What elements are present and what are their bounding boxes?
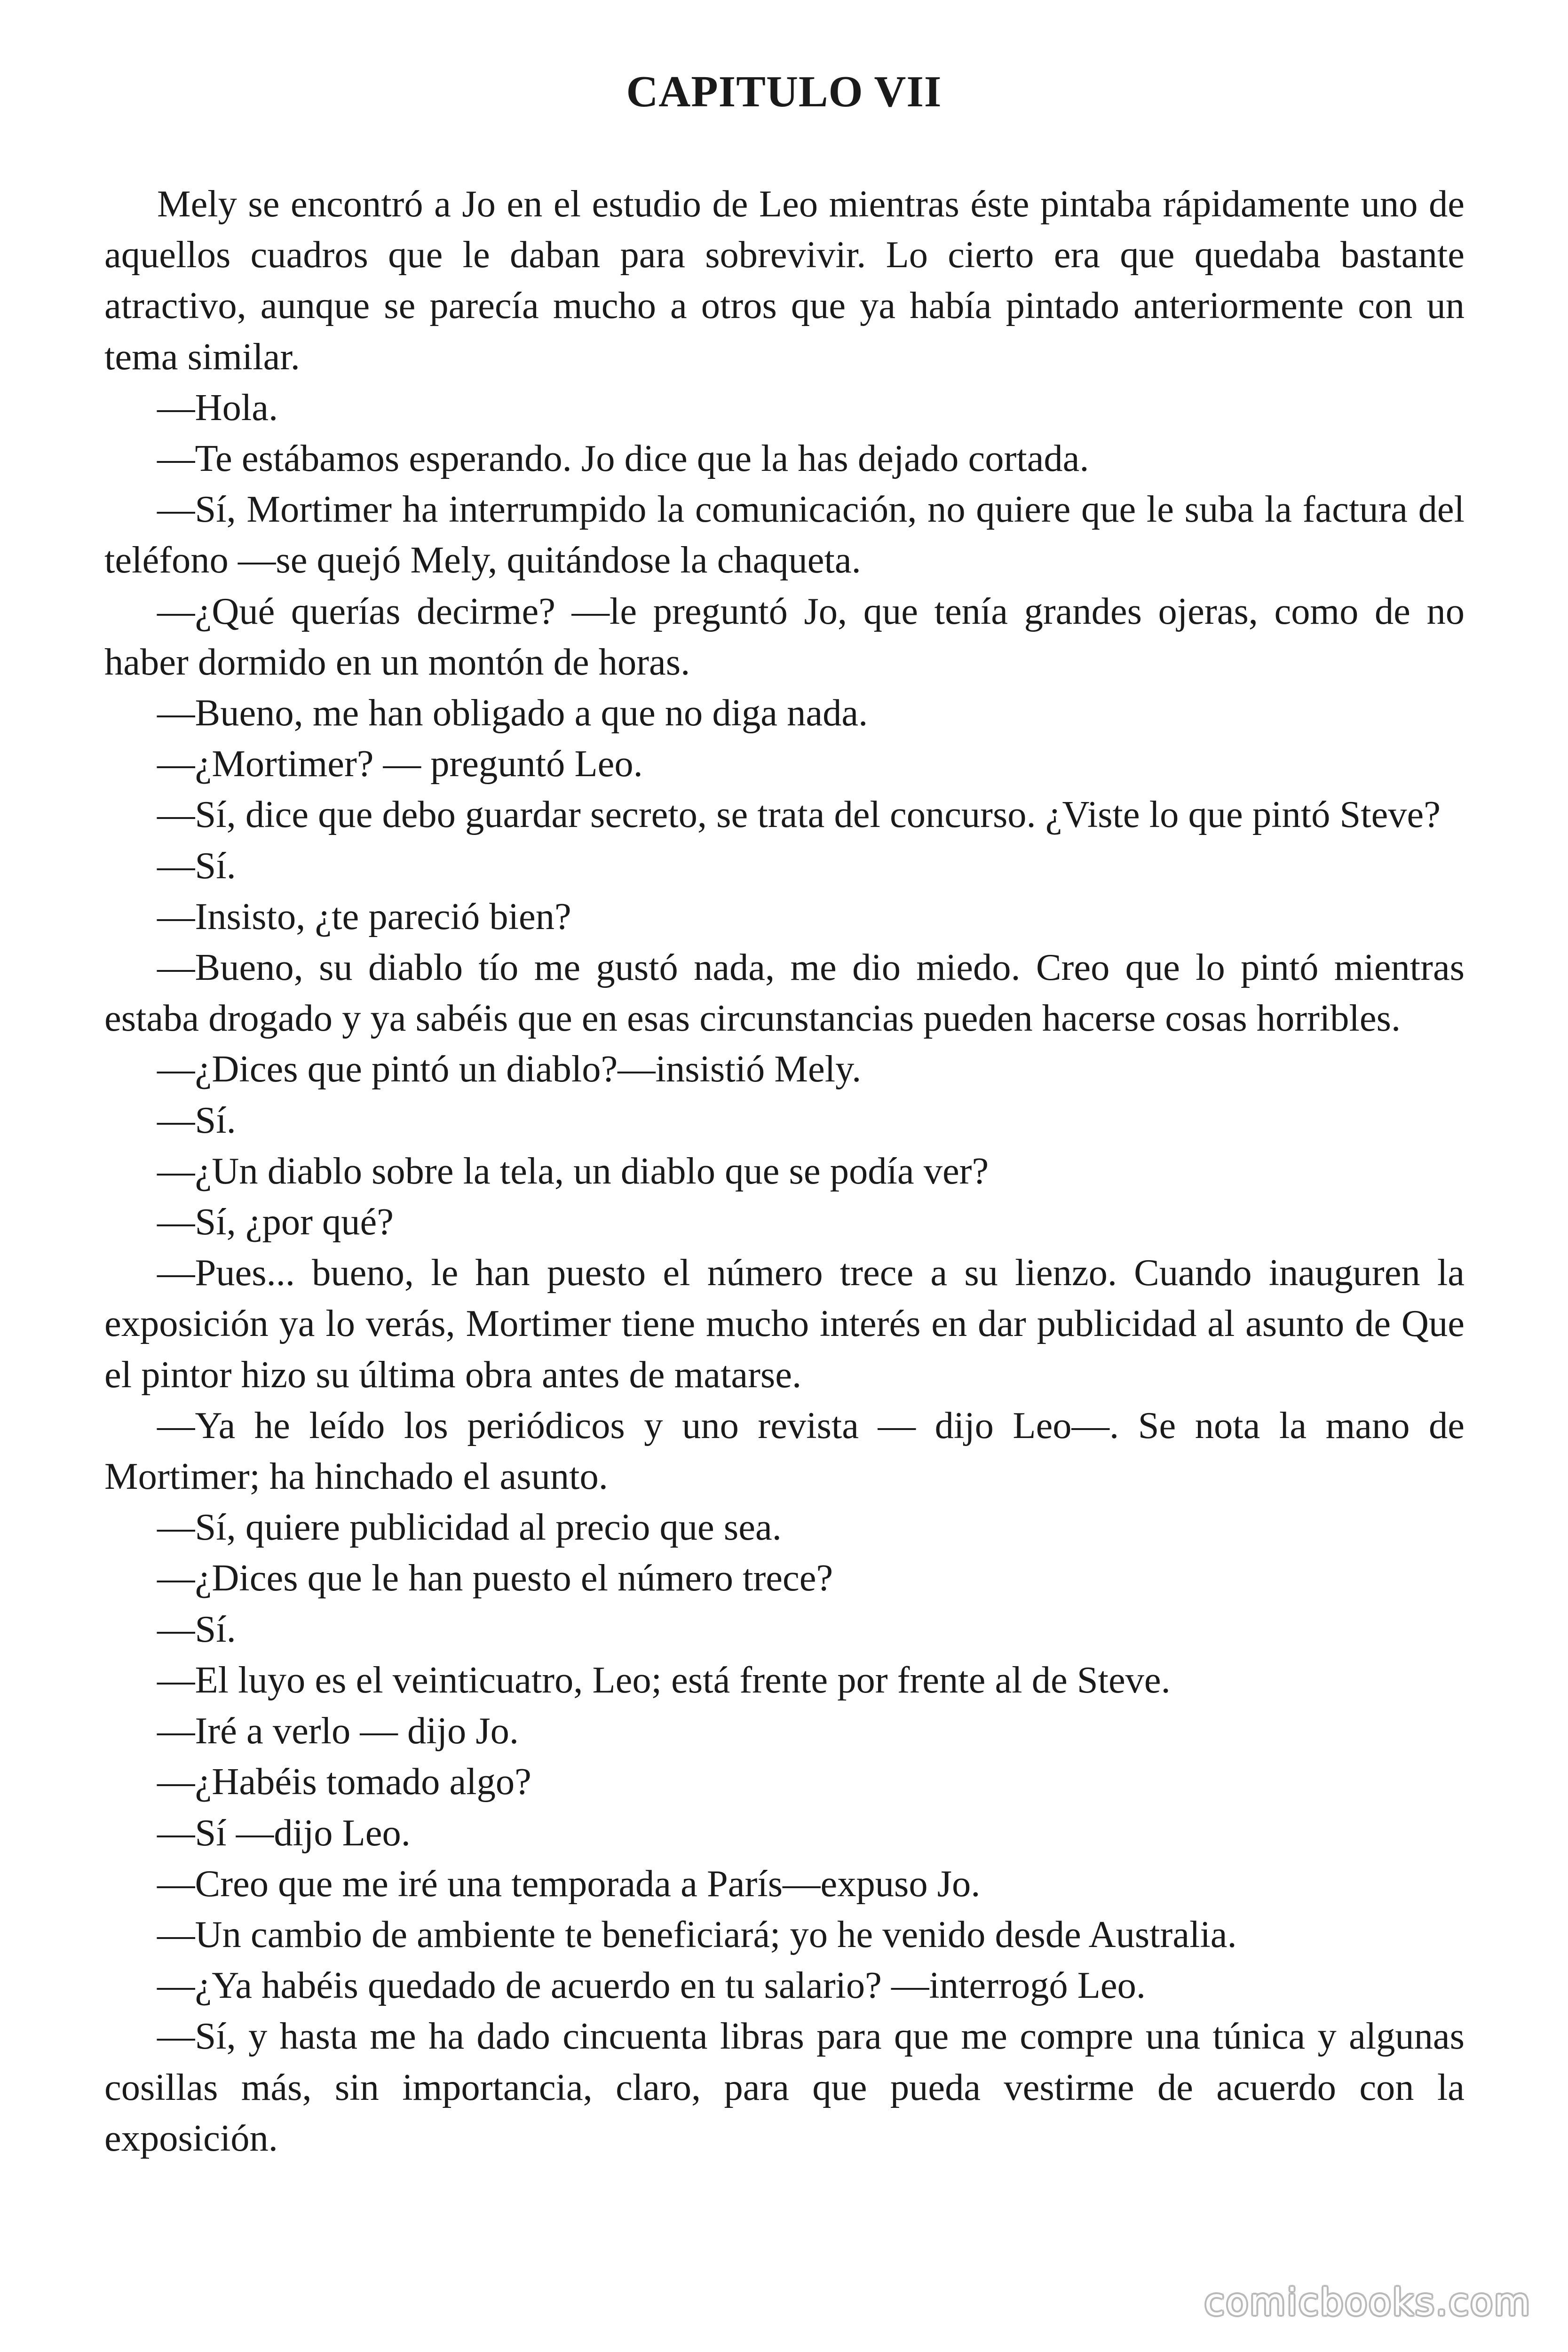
paragraph: —Pues... bueno, le han puesto el número trece a su lienzo. Cuando inauguren la exposición ya lo verás, Mortimer tiene mucho interés en dar publicidad al asunto de Que el pintor hizo su última obra antes de matarse. [104,1252,1465,1396]
paragraph: —¿Mortimer? — preguntó Leo. [157,743,643,785]
chapter-title: CAPITULO VII [626,67,942,116]
paragraph: —Un cambio de ambiente te beneficiará; yo he venido desde Australia. [157,1913,1237,1955]
paragraph: Mely se encontró a Jo en el estudio de Leo mientras éste pintaba rápidamente uno de aquellos cuadros que le daban para sobrevivir. Lo cierto era que quedaba bastante atractivo, aunque se parecía mucho a otros que ya había pintado anteriormente con un tema similar. [104,183,1465,378]
paragraph: —Creo que me iré una temporada a París—expuso Jo. [157,1862,981,1905]
paragraph: —El luyo es el veinticuatro, Leo; está frente por frente al de Steve. [157,1659,1171,1701]
paragraph: —Sí, dice que debo guardar secreto, se trata del concurso. ¿Viste lo que pintó Steve? [157,794,1441,836]
paragraph: —¿Dices que le han puesto el número trece? [157,1557,833,1599]
paragraph: —Sí, Mortimer ha interrumpido la comunicación, no quiere que le suba la factura del teléfono —se quejó Mely, quitándose la chaqueta. [104,488,1465,581]
paragraph: —Te estábamos esperando. Jo dice que la has dejado cortada. [157,437,1089,480]
paragraph: —Bueno, su diablo tío me gustó nada, me dio miedo. Creo que lo pintó mientras estaba drogado y ya sabéis que en esas circunstancias pueden hacerse cosas horribles. [104,946,1465,1040]
paragraph: —Sí —dijo Leo. [157,1812,411,1854]
paragraph: —Sí, quiere publicidad al precio que sea. [157,1506,782,1549]
paragraph: —Insisto, ¿te pareció bien? [157,895,571,938]
paragraph: —Sí. [157,844,236,887]
paragraph: —Sí. [157,1099,236,1141]
paragraph: —Bueno, me han obligado a que no diga nada. [157,692,868,734]
paragraph: —Sí, y hasta me ha dado cincuenta libras para que me compre una túnica y algunas cosillas más, sin importancia, claro, para que pueda vestirme de acuerdo con la exposición. [104,2015,1465,2159]
paragraph: —Sí. [157,1608,236,1650]
watermark: comicbooks.com [1204,2281,1531,2324]
chapter-body [104,179,1465,2164]
paragraph: —Iré a verlo — dijo Jo. [157,1710,519,1752]
paragraph: —¿Un diablo sobre la tela, un diablo que se podía ver? [157,1150,989,1192]
paragraph: —Hola. [157,386,278,429]
paragraph: —¿Dices que pintó un diablo?—insistió Mely. [157,1048,862,1090]
paragraph: —Ya he leído los periódicos y uno revista — dijo Leo—. Se nota la mano de Mortimer; ha hinchado el asunto. [104,1404,1465,1498]
paragraph: —¿Habéis tomado algo? [157,1761,531,1803]
paragraph: —¿Qué querías decirme? —le preguntó Jo, que tenía grandes ojeras, como de no haber dormido en un montón de horas. [104,590,1465,683]
paragraph: —¿Ya habéis quedado de acuerdo en tu salario? —interrogó Leo. [157,1964,1146,2007]
paragraph: —Sí, ¿por qué? [157,1201,394,1243]
